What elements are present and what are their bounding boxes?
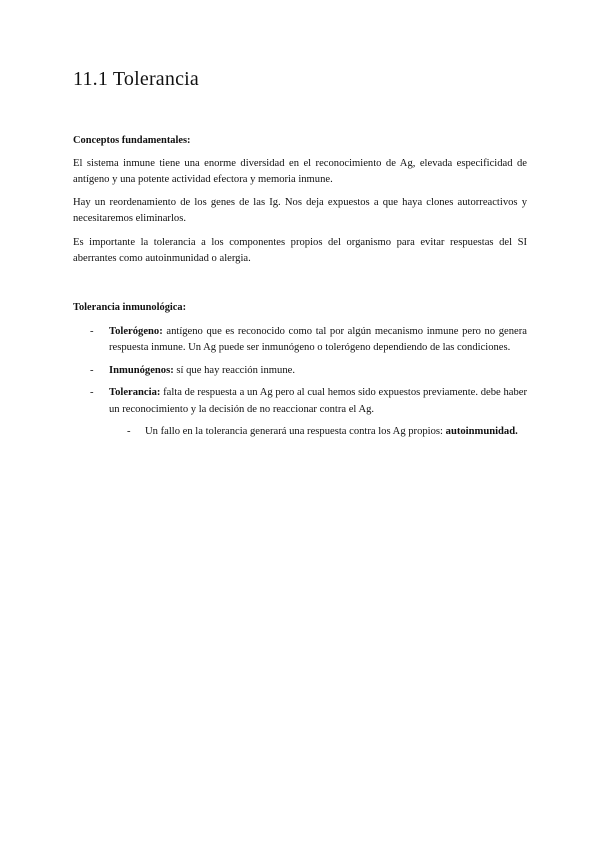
paragraph-text: Es importante la tolerancia a los componentes propios del organismo para evitar respuestas del SI aberrantes como autoinmunidad o alergia. xyxy=(73,237,527,265)
list-item xyxy=(73,363,527,379)
bullet-dash: - xyxy=(90,364,94,376)
term-tolerogeno: Tolerógeno: xyxy=(109,326,163,337)
bullet-dash: - xyxy=(90,326,94,337)
sub-item-text: Un fallo en la tolerancia generará una respuesta contra los Ag propios: xyxy=(145,426,446,438)
term-inmunogenos: Inmunógenos: xyxy=(109,364,174,376)
paragraph-1 xyxy=(73,156,527,189)
list-item xyxy=(73,385,527,418)
paragraph-text: Hay un reordenamiento de los genes de las Ig. Nos deja expuestos a que haya clones autorreactivos y necesitaremos eliminarlos. xyxy=(73,197,527,225)
bullet-dash: - xyxy=(127,426,131,438)
list-item xyxy=(73,324,527,357)
bullet-dash: - xyxy=(90,387,94,399)
section-heading-tolerance: Tolerancia inmunológica: xyxy=(73,302,187,313)
sub-list-item xyxy=(73,424,527,440)
section-heading-fundamentals: Conceptos fundamentales: xyxy=(73,135,191,146)
section-fundamentals xyxy=(73,133,527,149)
paragraph-text: El sistema inmune tiene una enorme diversidad en el reconocimiento de Ag, elevada especificidad de antígeno y una potente actividad efectora y memoria inmune. xyxy=(73,158,527,186)
paragraph-3 xyxy=(73,235,527,268)
sub-item-bold: autoinmunidad. xyxy=(445,426,518,438)
paragraph-2 xyxy=(73,195,527,228)
definition-text: falta de respuesta a un Ag pero al cual hemos sido expuestos previamente. debe haber un reconocimiento y la decisión de no reaccionar contra el Ag. xyxy=(109,387,527,415)
term-tolerancia: Tolerancia: xyxy=(109,387,161,399)
tolerance-list xyxy=(73,324,527,440)
definition-text: antígeno que es reconocido como tal por algún mecanismo inmune pero no genera respuesta inmune. Un Ag puede ser inmunógeno o tolerógeno dependiendo de las condiciones. xyxy=(109,326,527,354)
definition-text: sí que hay reacción inmune. xyxy=(173,364,295,376)
page-title: 11.1 Tolerancia xyxy=(73,68,199,90)
section-tolerance xyxy=(73,300,527,316)
